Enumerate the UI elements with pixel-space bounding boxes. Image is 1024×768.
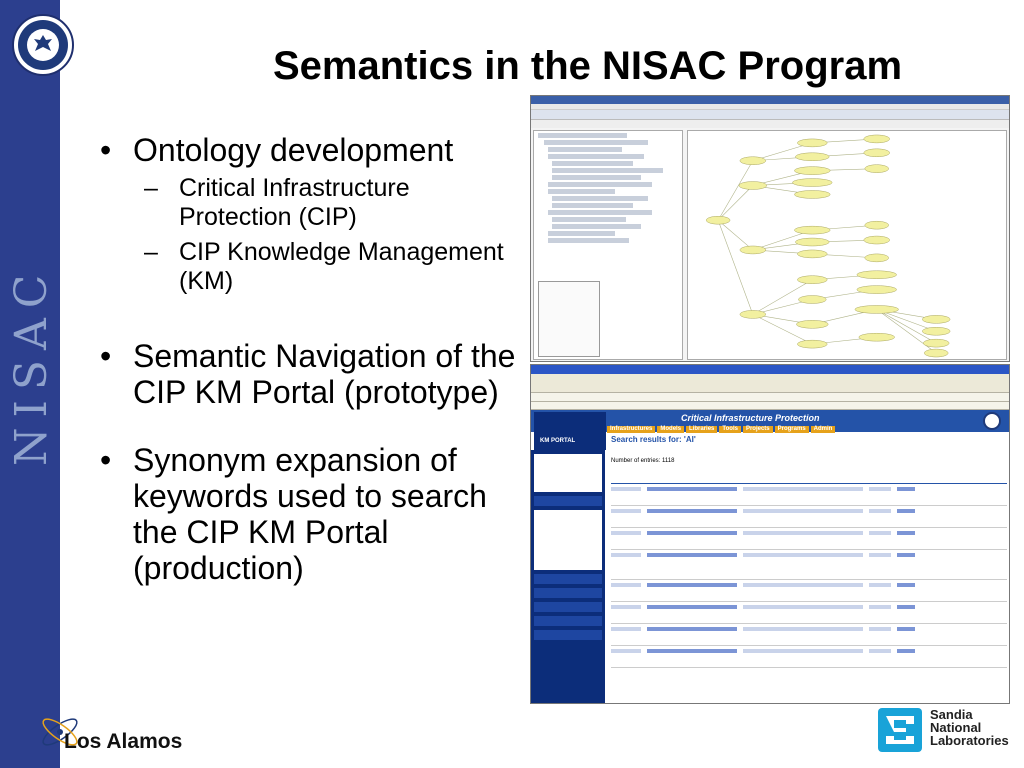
tab-admin[interactable]: Admin	[811, 426, 836, 433]
portal-tabs	[607, 426, 835, 433]
bullet-semantic-navigation: • Semantic Navigation of the CIP KM Portal (prototype)	[96, 338, 516, 410]
portal-heading: Critical Infrastructure Protection	[681, 413, 820, 423]
table-row[interactable]	[611, 484, 1007, 506]
portal-logo: KM PORTAL	[534, 412, 606, 450]
subbullet-cip-km: – CIP Knowledge Management (KM)	[96, 238, 516, 296]
tab-tools[interactable]: Tools	[719, 426, 741, 433]
dhs-seal-icon	[12, 14, 74, 76]
table-row[interactable]	[611, 602, 1007, 624]
table-row[interactable]	[611, 624, 1007, 646]
slide-title: Semantics in the NISAC Program	[273, 44, 903, 88]
tab-programs[interactable]: Programs	[775, 426, 809, 433]
graph-minimap	[538, 281, 600, 357]
tab-projects[interactable]: Projects	[743, 426, 773, 433]
results-title: Search results for: 'AI'	[611, 435, 696, 444]
km-portal-screenshot	[530, 364, 1010, 704]
bullet-list	[96, 132, 516, 586]
class-tree-panel	[533, 130, 683, 360]
tab-models[interactable]: Models	[657, 426, 684, 433]
ontology-graph	[687, 130, 1007, 360]
sandia-logo-text: Sandia National Laboratories	[930, 707, 1009, 748]
table-row[interactable]	[611, 528, 1007, 550]
tab-infrastructures[interactable]: Infrastructures	[607, 426, 655, 433]
entries-count: Number of entries: 1118	[611, 458, 675, 464]
portal-results	[611, 435, 1007, 703]
table-row[interactable]	[611, 646, 1007, 668]
table-row[interactable]	[611, 506, 1007, 528]
sandia-thunderbird-icon	[878, 708, 922, 752]
tab-libraries[interactable]: Libraries	[686, 426, 717, 433]
portal-left-nav	[531, 450, 605, 704]
table-row[interactable]	[611, 550, 1007, 580]
ontology-editor-screenshot	[530, 95, 1010, 362]
subbullet-cip: – Critical Infrastructure Protection (CIP)	[96, 174, 516, 232]
table-row[interactable]	[611, 580, 1007, 602]
nisac-vertical-label: NISAC	[6, 264, 57, 466]
los-alamos-logo: Los Alamos	[64, 730, 183, 753]
bullet-synonym-expansion: • Synonym expansion of keywords used to search the CIP KM Portal (production)	[96, 442, 516, 586]
portal-dhs-seal-icon	[983, 412, 1001, 430]
sandia-logo	[930, 707, 1009, 748]
bullet-ontology: • Ontology development	[96, 132, 516, 168]
